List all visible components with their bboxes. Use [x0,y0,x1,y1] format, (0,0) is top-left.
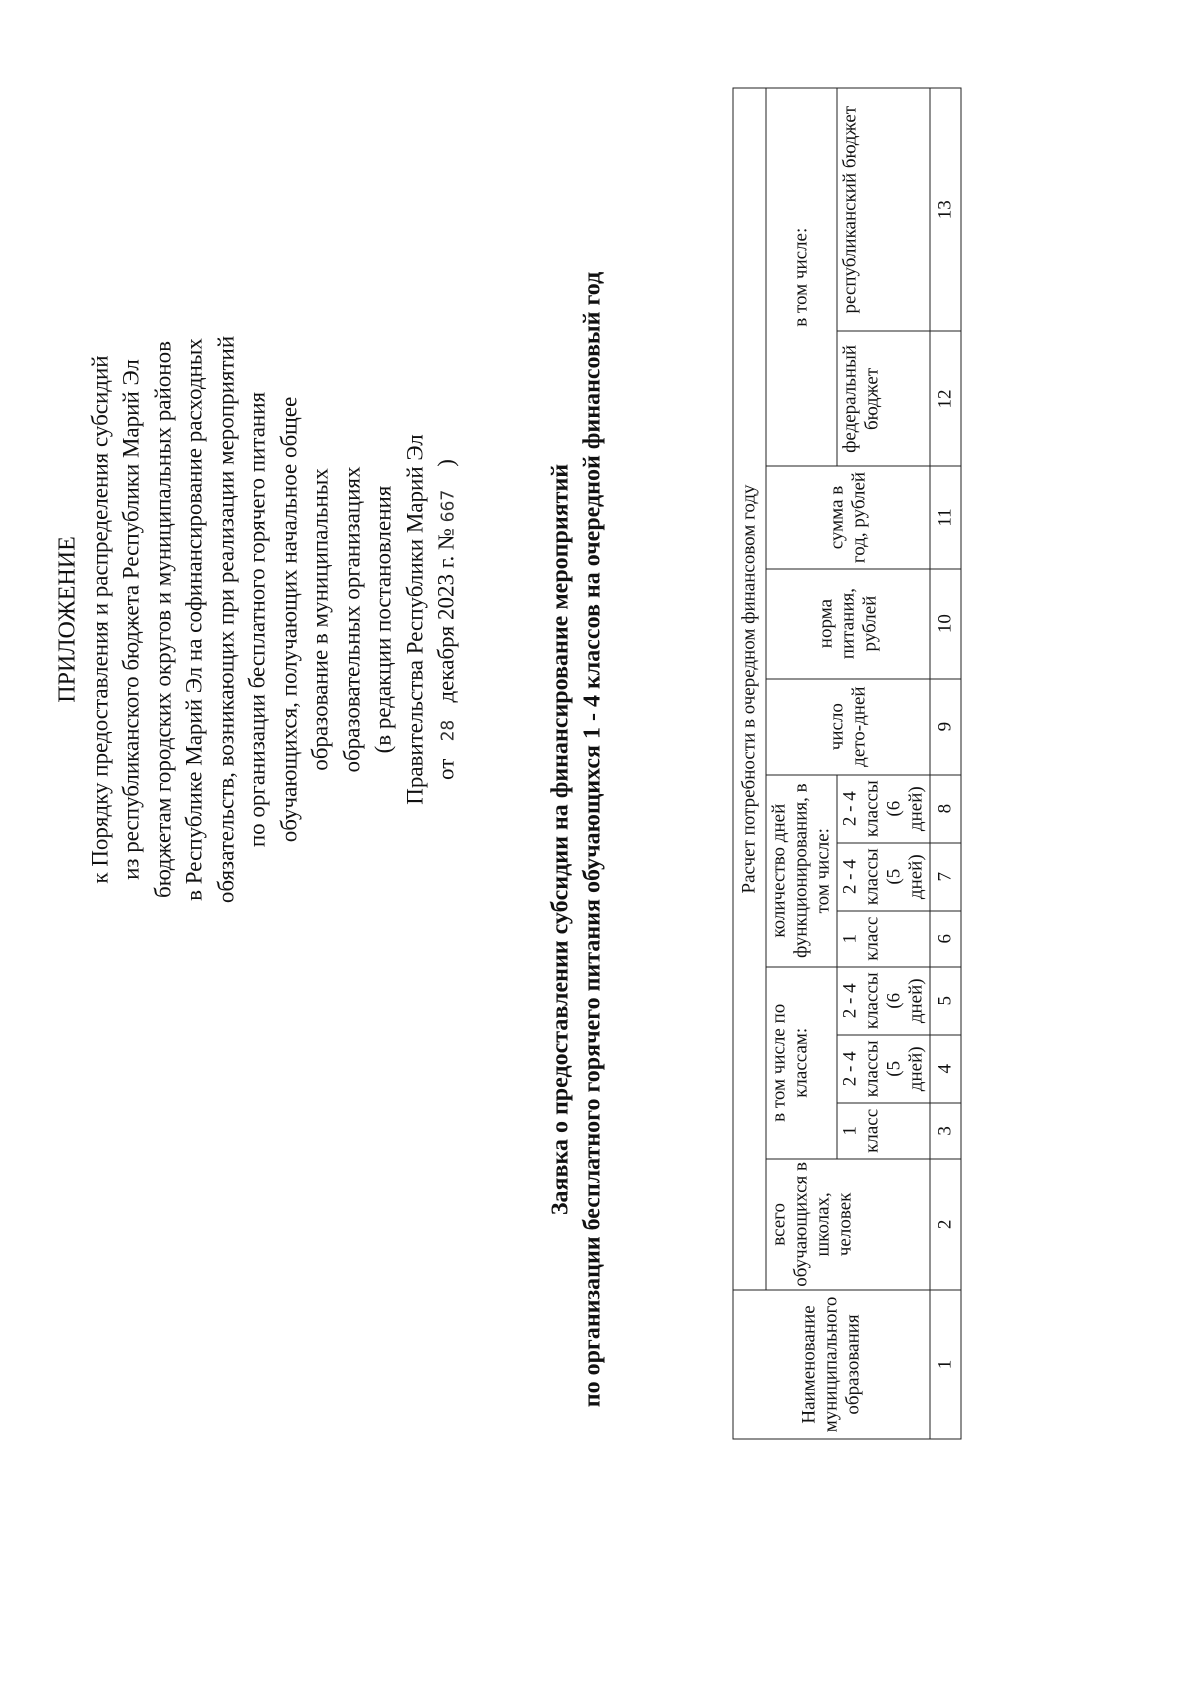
appendix-line: (в редакции постановления [370,485,396,754]
header-norm: норма питания, рублей [766,569,930,679]
appendix-line: Правительства Республики Марий Эл [402,434,427,805]
header-class-1: 1 класс [837,1103,930,1159]
appendix-date-line [431,170,465,1070]
header-class-2-4-5: 2 - 4 классы (5 дней) [837,1035,930,1103]
header-municipality: Наименование муниципального образования [733,1290,930,1439]
date-close: ) [433,459,459,467]
column-number: 13 [930,88,961,331]
header-days-2-4-6: 2 - 4 классы (6 дней) [837,775,930,843]
appendix-line: бюджетам городских округов и муниципальных районов [150,341,175,898]
appendix-title: ПРИЛОЖЕНИЕ [54,536,81,703]
column-number: 5 [930,967,961,1035]
header-budget-group: в том числе: [766,88,837,466]
appendix-line: обязательств, возникающих при реализации мероприятий [213,335,238,904]
document-title-line-2: по организации бесплатного горячего питания обучающихся 1 - 4 классов на очередной финансовый год [579,271,606,1408]
header-child-days: число дето-дней [766,679,930,775]
header-by-classes: в том числе по классам: [766,967,837,1159]
column-number: 3 [930,1103,961,1159]
column-number: 12 [930,331,961,466]
column-number: 8 [930,775,961,843]
date-rest: декабря 2023 г. № [433,528,459,703]
header-days-1: 1 класс [837,911,930,967]
column-number-row [930,88,961,1439]
appendix-line: к Порядку предоставления и распределения субсидий [87,355,112,884]
column-number: 7 [930,843,961,911]
header-band: Расчет потребности в очередном финансовом году [733,88,766,1290]
date-prefix: от [433,758,459,780]
column-number: 11 [930,466,961,568]
header-days: количество дней функционирования, в том числе: [766,775,837,967]
appendix-line: по организации бесплатного горячего питания [244,391,270,848]
document-title-line-1: Заявка о предоставлении субсидии на финансирование мероприятий [547,463,574,1216]
header-republican-budget: республиканский бюджет [837,88,930,331]
column-number: 9 [930,679,961,775]
appendix-line: образовательных организациях [339,466,364,773]
appendix-block [53,170,465,1070]
column-number: 6 [930,911,961,967]
appendix-line: из республиканского бюджета Республики Марий Эл [118,359,144,880]
appendix-line: образование в муниципальных [307,468,333,771]
request-table [733,88,962,1440]
date-day: 28 [437,719,459,742]
header-total-students: всего обучающихся в школах, человек [766,1159,930,1290]
document-title [545,130,609,1550]
appendix-line: обучающихся, получающих начальное общее [276,396,301,843]
appendix-line: в Республике Марий Эл на софинансирование расходных [181,338,207,901]
header-federal-budget: федеральный бюджет [837,331,930,466]
document-number: 667 [437,489,459,523]
column-number: 2 [930,1159,961,1290]
page [0,68,1200,1630]
header-class-2-4-6: 2 - 4 классы (6 дней) [837,967,930,1035]
header-days-2-4-5: 2 - 4 классы (5 дней) [837,843,930,911]
column-number: 4 [930,1035,961,1103]
column-number: 1 [930,1290,961,1439]
column-number: 10 [930,569,961,679]
header-sum: сумма в год, рублей [766,466,930,568]
